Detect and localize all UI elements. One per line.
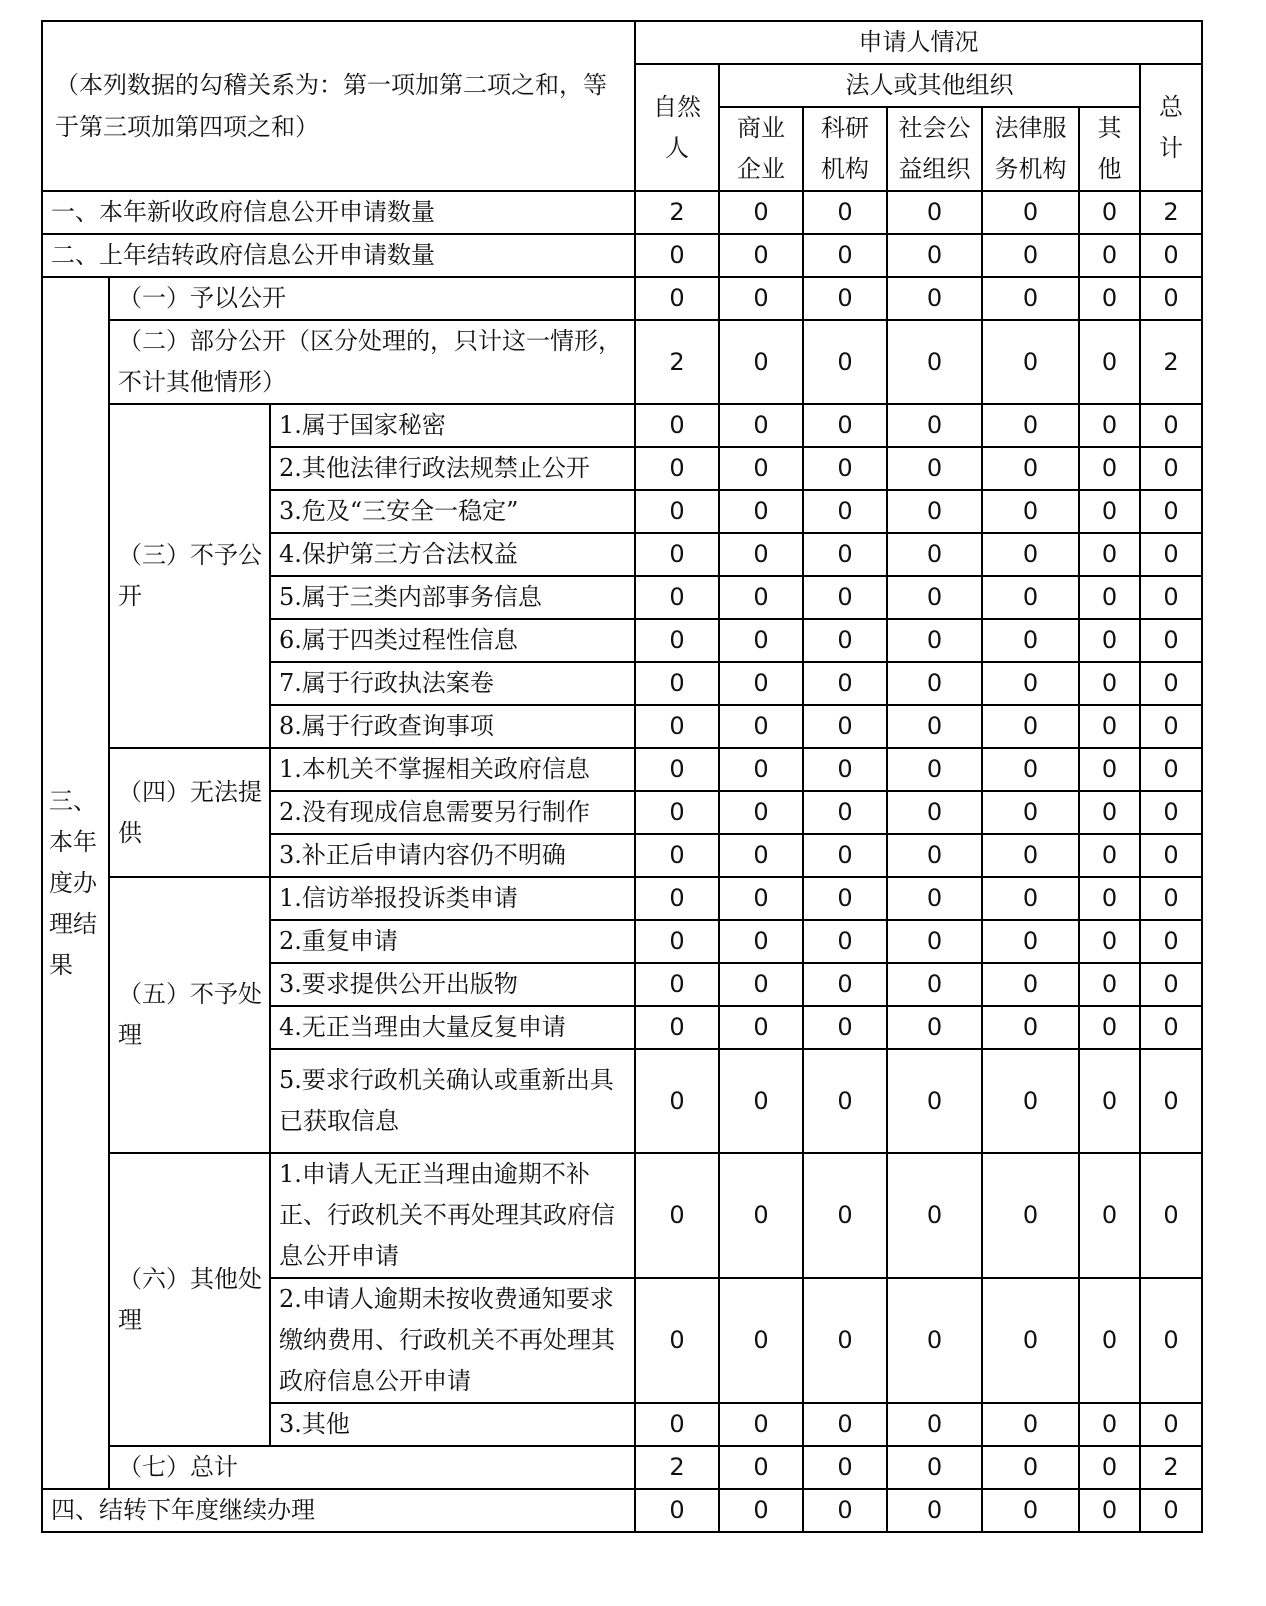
value-cell: 0 [982, 1049, 1079, 1153]
item-label: 1.申请人无正当理由逾期不补正、行政机关不再处理其政府信息公开申请 [270, 1153, 635, 1278]
value-cell: 0 [887, 963, 982, 1006]
value-cell: 0 [887, 920, 982, 963]
natural-person-header [635, 64, 719, 191]
value-cell: 0 [1140, 533, 1202, 576]
value-cell: 0 [887, 1403, 982, 1446]
value-cell: 0 [719, 490, 803, 533]
value-cell: 0 [1079, 834, 1140, 877]
value-cell: 0 [1079, 963, 1140, 1006]
value-cell: 0 [719, 1403, 803, 1446]
value-cell: 0 [982, 576, 1079, 619]
value-cell: 0 [803, 1006, 887, 1049]
value-cell: 0 [982, 705, 1079, 748]
value-cell: 0 [719, 1446, 803, 1489]
group-label-g3: （三）不予公开 [109, 404, 270, 748]
legal-col-header [982, 107, 1079, 191]
value-cell: 0 [1079, 576, 1140, 619]
value-cell: 0 [982, 1006, 1079, 1049]
value-cell: 0 [635, 1403, 719, 1446]
legal-group-header: 法人或其他组织 [719, 64, 1140, 107]
item-label: 3.补正后申请内容仍不明确 [270, 834, 635, 877]
value-cell: 0 [635, 1278, 719, 1403]
value-cell: 0 [803, 662, 887, 705]
item-label: 8.属于行政查询事项 [270, 705, 635, 748]
value-cell: 0 [1079, 1278, 1140, 1403]
value-cell: 0 [1140, 576, 1202, 619]
table-row [42, 1446, 1202, 1489]
value-cell: 0 [803, 1153, 887, 1278]
value-cell: 0 [1140, 963, 1202, 1006]
value-cell: 0 [719, 320, 803, 404]
value-cell: 0 [887, 533, 982, 576]
value-cell: 0 [887, 576, 982, 619]
table-row [42, 748, 1202, 791]
value-cell: 0 [803, 191, 887, 234]
table-row [42, 234, 1202, 277]
value-cell: 0 [1140, 234, 1202, 277]
gov-info-disclosure-table [41, 20, 1203, 1533]
value-cell: 0 [719, 191, 803, 234]
value-cell: 0 [803, 447, 887, 490]
value-cell: 0 [982, 533, 1079, 576]
value-cell: 0 [1079, 705, 1140, 748]
value-cell: 0 [635, 791, 719, 834]
value-cell: 0 [1140, 877, 1202, 920]
value-cell: 0 [1140, 1006, 1202, 1049]
value-cell: 0 [803, 920, 887, 963]
value-cell: 0 [635, 877, 719, 920]
value-cell: 0 [719, 447, 803, 490]
value-cell: 0 [887, 191, 982, 234]
value-cell: 0 [719, 791, 803, 834]
value-cell: 0 [887, 1489, 982, 1532]
item-label: 7.属于行政执法案卷 [270, 662, 635, 705]
value-cell: 0 [719, 834, 803, 877]
value-cell: 0 [1079, 1153, 1140, 1278]
item-label: 1.信访举报投诉类申请 [270, 877, 635, 920]
value-cell: 0 [719, 1489, 803, 1532]
value-cell: 0 [1079, 1006, 1140, 1049]
value-cell: 0 [887, 320, 982, 404]
value-cell: 0 [719, 1049, 803, 1153]
value-cell: 0 [635, 705, 719, 748]
item-label: 1.属于国家秘密 [270, 404, 635, 447]
value-cell: 0 [1079, 404, 1140, 447]
value-cell: 0 [1079, 1446, 1140, 1489]
legal-col-label: 其他 [1097, 114, 1122, 183]
item-label: 3.危及“三安全一稳定” [270, 490, 635, 533]
value-cell: 0 [1079, 1489, 1140, 1532]
value-cell: 0 [803, 277, 887, 320]
item-label: 5.属于三类内部事务信息 [270, 576, 635, 619]
value-cell: 0 [887, 404, 982, 447]
item-label: 2.其他法律行政法规禁止公开 [270, 447, 635, 490]
item-label: 2.重复申请 [270, 920, 635, 963]
value-cell: 0 [982, 834, 1079, 877]
legal-col-header [719, 107, 803, 191]
value-cell: 0 [635, 533, 719, 576]
value-cell: 0 [982, 447, 1079, 490]
value-cell: 0 [1140, 490, 1202, 533]
row-label-disclosed: （一）予以公开 [109, 277, 635, 320]
value-cell: 0 [635, 1049, 719, 1153]
group-label-g6: （六）其他处理 [109, 1153, 270, 1446]
value-cell: 0 [1079, 619, 1140, 662]
value-cell: 0 [887, 791, 982, 834]
value-cell: 0 [887, 447, 982, 490]
value-cell: 0 [803, 1446, 887, 1489]
value-cell: 0 [719, 234, 803, 277]
value-cell: 0 [803, 576, 887, 619]
value-cell: 0 [803, 320, 887, 404]
item-label: 6.属于四类过程性信息 [270, 619, 635, 662]
value-cell: 0 [803, 963, 887, 1006]
value-cell: 0 [887, 1006, 982, 1049]
value-cell: 0 [887, 234, 982, 277]
column-relationship-note: （本列数据的勾稽关系为：第一项加第二项之和，等于第三项加第四项之和） [42, 21, 635, 191]
value-cell: 0 [635, 490, 719, 533]
value-cell: 0 [982, 619, 1079, 662]
value-cell: 0 [803, 619, 887, 662]
value-cell: 0 [1140, 1278, 1202, 1403]
value-cell: 0 [719, 1006, 803, 1049]
value-cell: 0 [719, 662, 803, 705]
value-cell: 0 [1079, 877, 1140, 920]
value-cell: 0 [635, 576, 719, 619]
value-cell: 0 [887, 277, 982, 320]
item-label: 2.申请人逾期未按收费通知要求缴纳费用、行政机关不再处理其政府信息公开申请 [270, 1278, 635, 1403]
value-cell: 0 [1079, 533, 1140, 576]
value-cell: 0 [1140, 1153, 1202, 1278]
value-cell: 0 [1140, 1403, 1202, 1446]
value-cell: 0 [887, 1446, 982, 1489]
value-cell: 0 [1140, 791, 1202, 834]
value-cell: 0 [982, 662, 1079, 705]
value-cell: 0 [803, 1049, 887, 1153]
value-cell: 0 [982, 1278, 1079, 1403]
value-cell: 0 [803, 705, 887, 748]
group-label-g5: （五）不予处理 [109, 877, 270, 1153]
value-cell: 0 [803, 791, 887, 834]
item-label: 1.本机关不掌握相关政府信息 [270, 748, 635, 791]
table-row [42, 404, 1202, 447]
value-cell: 2 [635, 320, 719, 404]
value-cell: 2 [1140, 320, 1202, 404]
value-cell: 0 [803, 404, 887, 447]
value-cell: 0 [719, 1153, 803, 1278]
item-label: 2.没有现成信息需要另行制作 [270, 791, 635, 834]
legal-col-label: 科研机构 [821, 114, 870, 183]
value-cell: 0 [1140, 1049, 1202, 1153]
value-cell: 0 [982, 277, 1079, 320]
value-cell: 0 [982, 791, 1079, 834]
value-cell: 0 [803, 1489, 887, 1532]
value-cell: 0 [887, 1153, 982, 1278]
row-label-carried-over: 二、上年结转政府信息公开申请数量 [42, 234, 635, 277]
value-cell: 0 [887, 834, 982, 877]
value-cell: 0 [719, 748, 803, 791]
value-cell: 0 [635, 1006, 719, 1049]
legal-col-label: 法律服务机构 [994, 114, 1067, 183]
value-cell: 0 [982, 320, 1079, 404]
value-cell: 0 [1079, 447, 1140, 490]
value-cell: 0 [803, 1278, 887, 1403]
value-cell: 0 [982, 1153, 1079, 1278]
value-cell: 0 [982, 748, 1079, 791]
table-row [42, 191, 1202, 234]
value-cell: 0 [719, 533, 803, 576]
value-cell: 0 [1079, 234, 1140, 277]
value-cell: 0 [1079, 191, 1140, 234]
value-cell: 0 [635, 277, 719, 320]
value-cell: 0 [803, 748, 887, 791]
value-cell: 0 [719, 1278, 803, 1403]
value-cell: 0 [1140, 404, 1202, 447]
value-cell: 0 [887, 662, 982, 705]
section3-label-text: 三、本年度办理结果 [49, 786, 97, 979]
value-cell: 0 [1079, 490, 1140, 533]
value-cell: 0 [635, 1153, 719, 1278]
value-cell: 0 [719, 705, 803, 748]
item-label: 3.其他 [270, 1403, 635, 1446]
section3-label [42, 277, 109, 1489]
value-cell: 0 [719, 963, 803, 1006]
total-header [1140, 64, 1202, 191]
value-cell: 0 [982, 191, 1079, 234]
row-label-new-requests: 一、本年新收政府信息公开申请数量 [42, 191, 635, 234]
row-label-carry-forward: 四、结转下年度继续办理 [42, 1489, 635, 1532]
row-label-partially-disclosed: （二）部分公开（区分处理的，只计这一情形，不计其他情形） [109, 320, 635, 404]
value-cell: 0 [635, 404, 719, 447]
value-cell: 0 [635, 920, 719, 963]
value-cell: 0 [719, 877, 803, 920]
legal-col-label: 商业企业 [737, 114, 786, 183]
table-row [42, 877, 1202, 920]
applicant-group-header: 申请人情况 [635, 21, 1202, 64]
value-cell: 0 [982, 1403, 1079, 1446]
value-cell: 0 [1140, 447, 1202, 490]
value-cell: 0 [1079, 748, 1140, 791]
value-cell: 2 [635, 1446, 719, 1489]
value-cell: 0 [635, 619, 719, 662]
group-label-g4: （四）无法提供 [109, 748, 270, 877]
value-cell: 0 [1079, 1403, 1140, 1446]
value-cell: 0 [1079, 920, 1140, 963]
value-cell: 0 [635, 748, 719, 791]
value-cell: 0 [1079, 791, 1140, 834]
value-cell: 0 [982, 490, 1079, 533]
value-cell: 0 [803, 1403, 887, 1446]
value-cell: 0 [982, 404, 1079, 447]
item-label: 4.无正当理由大量反复申请 [270, 1006, 635, 1049]
value-cell: 0 [803, 490, 887, 533]
value-cell: 0 [1140, 834, 1202, 877]
legal-col-header [803, 107, 887, 191]
value-cell: 0 [1140, 277, 1202, 320]
value-cell: 0 [982, 877, 1079, 920]
legal-col-label: 社会公益组织 [898, 114, 971, 183]
value-cell: 0 [635, 834, 719, 877]
value-cell: 2 [1140, 1446, 1202, 1489]
value-cell: 0 [887, 1049, 982, 1153]
item-label: 5.要求行政机关确认或重新出具已获取信息 [270, 1049, 635, 1153]
value-cell: 0 [887, 1278, 982, 1403]
value-cell: 0 [982, 920, 1079, 963]
row-label-subtotal: （七）总计 [109, 1446, 635, 1489]
value-cell: 0 [635, 447, 719, 490]
legal-col-header [887, 107, 982, 191]
value-cell: 0 [1079, 277, 1140, 320]
item-label: 4.保护第三方合法权益 [270, 533, 635, 576]
value-cell: 0 [887, 877, 982, 920]
value-cell: 0 [635, 662, 719, 705]
value-cell: 0 [635, 963, 719, 1006]
value-cell: 0 [803, 834, 887, 877]
value-cell: 0 [1140, 705, 1202, 748]
value-cell: 0 [887, 748, 982, 791]
value-cell: 0 [1140, 619, 1202, 662]
value-cell: 0 [803, 234, 887, 277]
value-cell: 0 [887, 490, 982, 533]
value-cell: 0 [1140, 1489, 1202, 1532]
value-cell: 0 [719, 619, 803, 662]
value-cell: 0 [1079, 662, 1140, 705]
value-cell: 0 [982, 1446, 1079, 1489]
total-label: 总计 [1159, 92, 1184, 162]
value-cell: 0 [887, 705, 982, 748]
value-cell: 0 [803, 877, 887, 920]
value-cell: 0 [719, 576, 803, 619]
value-cell: 0 [982, 963, 1079, 1006]
value-cell: 0 [719, 277, 803, 320]
value-cell: 0 [982, 1489, 1079, 1532]
value-cell: 0 [719, 920, 803, 963]
legal-col-header [1079, 107, 1140, 191]
value-cell: 0 [1079, 1049, 1140, 1153]
value-cell: 0 [982, 234, 1079, 277]
natural-person-label: 自然人 [653, 92, 702, 162]
value-cell: 0 [1079, 320, 1140, 404]
value-cell: 0 [1140, 920, 1202, 963]
table-row [42, 320, 1202, 404]
value-cell: 0 [803, 533, 887, 576]
table-row [42, 1153, 1202, 1278]
value-cell: 2 [1140, 191, 1202, 234]
table-row [42, 277, 1202, 320]
value-cell: 2 [635, 191, 719, 234]
value-cell: 0 [635, 234, 719, 277]
value-cell: 0 [1140, 662, 1202, 705]
value-cell: 0 [1140, 748, 1202, 791]
table-row [42, 1489, 1202, 1532]
value-cell: 0 [635, 1489, 719, 1532]
item-label: 3.要求提供公开出版物 [270, 963, 635, 1006]
value-cell: 0 [887, 619, 982, 662]
value-cell: 0 [719, 404, 803, 447]
